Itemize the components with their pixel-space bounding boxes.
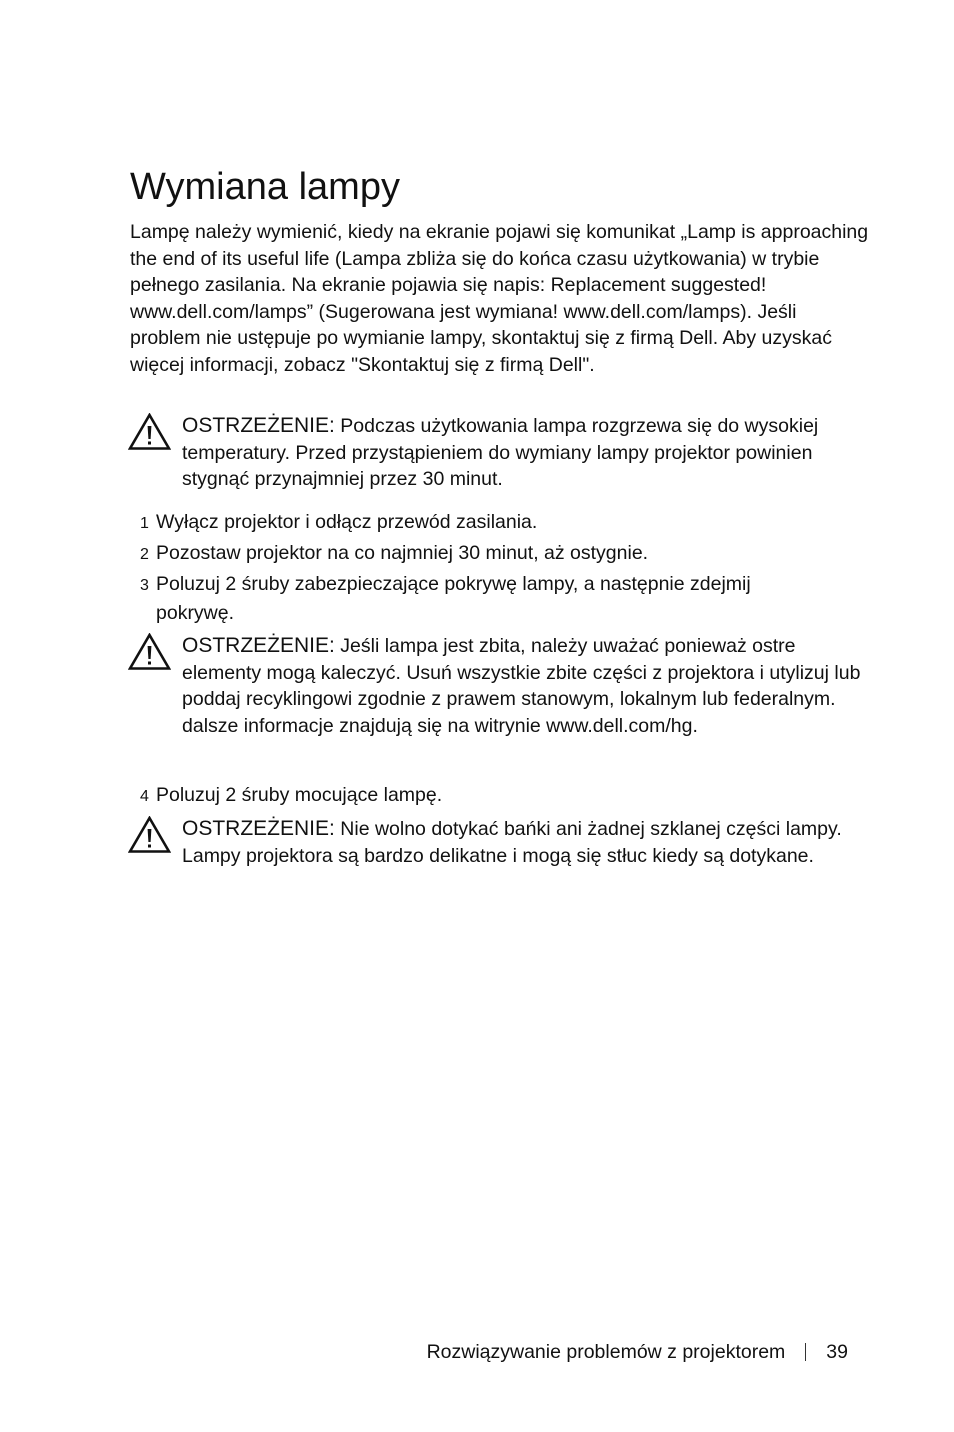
- step-number: 1: [140, 515, 149, 532]
- warning-icon: [128, 633, 171, 671]
- warning-icon: [128, 413, 171, 451]
- warning-label: OSTRZEŻENIE:: [182, 414, 335, 437]
- footer-section-title: Rozwiązywanie problemów z projektorem: [426, 1341, 786, 1363]
- warning-text: Jeśli lampa jest zbita, należy uważać ponieważ ostre elementy mogą kaleczyć. Usuń wszystkie zbite części z projektora i utylizuj lub poddaj recyklingowi zgodnie z prawem stanowym, lokalnym lub federalnym. dalsze informacje znajdują się na witrynie www.dell.com/hg.: [182, 635, 861, 737]
- warning-box-1: [128, 413, 868, 493]
- step-text: Pozostaw projektor na co najmniej 30 minut, aż ostygnie.: [156, 542, 649, 564]
- warning-label: OSTRZEŻENIE:: [182, 634, 335, 657]
- warning-text: Podczas użytkowania lampa rozgrzewa się do wysokiej temperatury. Przed przystąpieniem do wymiany lampy projektor powinien stygnąć przynajmniej przez 30 minut.: [182, 415, 819, 491]
- warning-box-2: [128, 633, 868, 739]
- step-text: Wyłącz projektor i odłącz przewód zasilania.: [156, 511, 538, 533]
- warning-text: Nie wolno dotykać bańki ani żadnej szklanej części lampy. Lampy projektora są bardzo delikatne i mogą się stłuc kiedy są dotykane.: [182, 818, 842, 867]
- step-text-continuation: pokrywę.: [156, 601, 235, 624]
- page-footer: [427, 1339, 848, 1365]
- footer-divider: [805, 1343, 806, 1361]
- warning-label: OSTRZEŻENIE:: [182, 817, 335, 840]
- step-item: [140, 540, 860, 569]
- step-item: [140, 509, 860, 538]
- step-text: Poluzuj 2 śruby mocujące lampę.: [156, 784, 443, 806]
- step-number: 2: [140, 546, 149, 563]
- step-item: [140, 782, 860, 811]
- step-item: [140, 571, 860, 626]
- page-number: 39: [826, 1341, 848, 1363]
- step-number: 4: [140, 788, 149, 805]
- warning-box-3: [128, 816, 868, 869]
- step-number: 3: [140, 577, 149, 594]
- warning-icon: [128, 816, 171, 854]
- intro-paragraph: Lampę należy wymienić, kiedy na ekranie pojawi się komunikat „Lamp is approaching the end of its useful life (Lampa zbliża się do końca czasu użytkowania) w trybie pełnego zasilania. Na ekranie pojawia się napis: Replacement suggested! www.dell.com/lamps” (Sugerowana jest wymiana! www.dell.com/lamps). Jeśli problem nie ustępuje po wymianie lampy, skontaktuj się z firmą Dell. Aby uzyskać więcej informacji, zobacz "Skontaktuj się z firmą Dell".: [130, 221, 869, 376]
- page-title: Wymiana lampy: [130, 166, 400, 208]
- step-text: Poluzuj 2 śruby zabezpieczające pokrywę lampy, a następnie zdejmij: [156, 573, 751, 595]
